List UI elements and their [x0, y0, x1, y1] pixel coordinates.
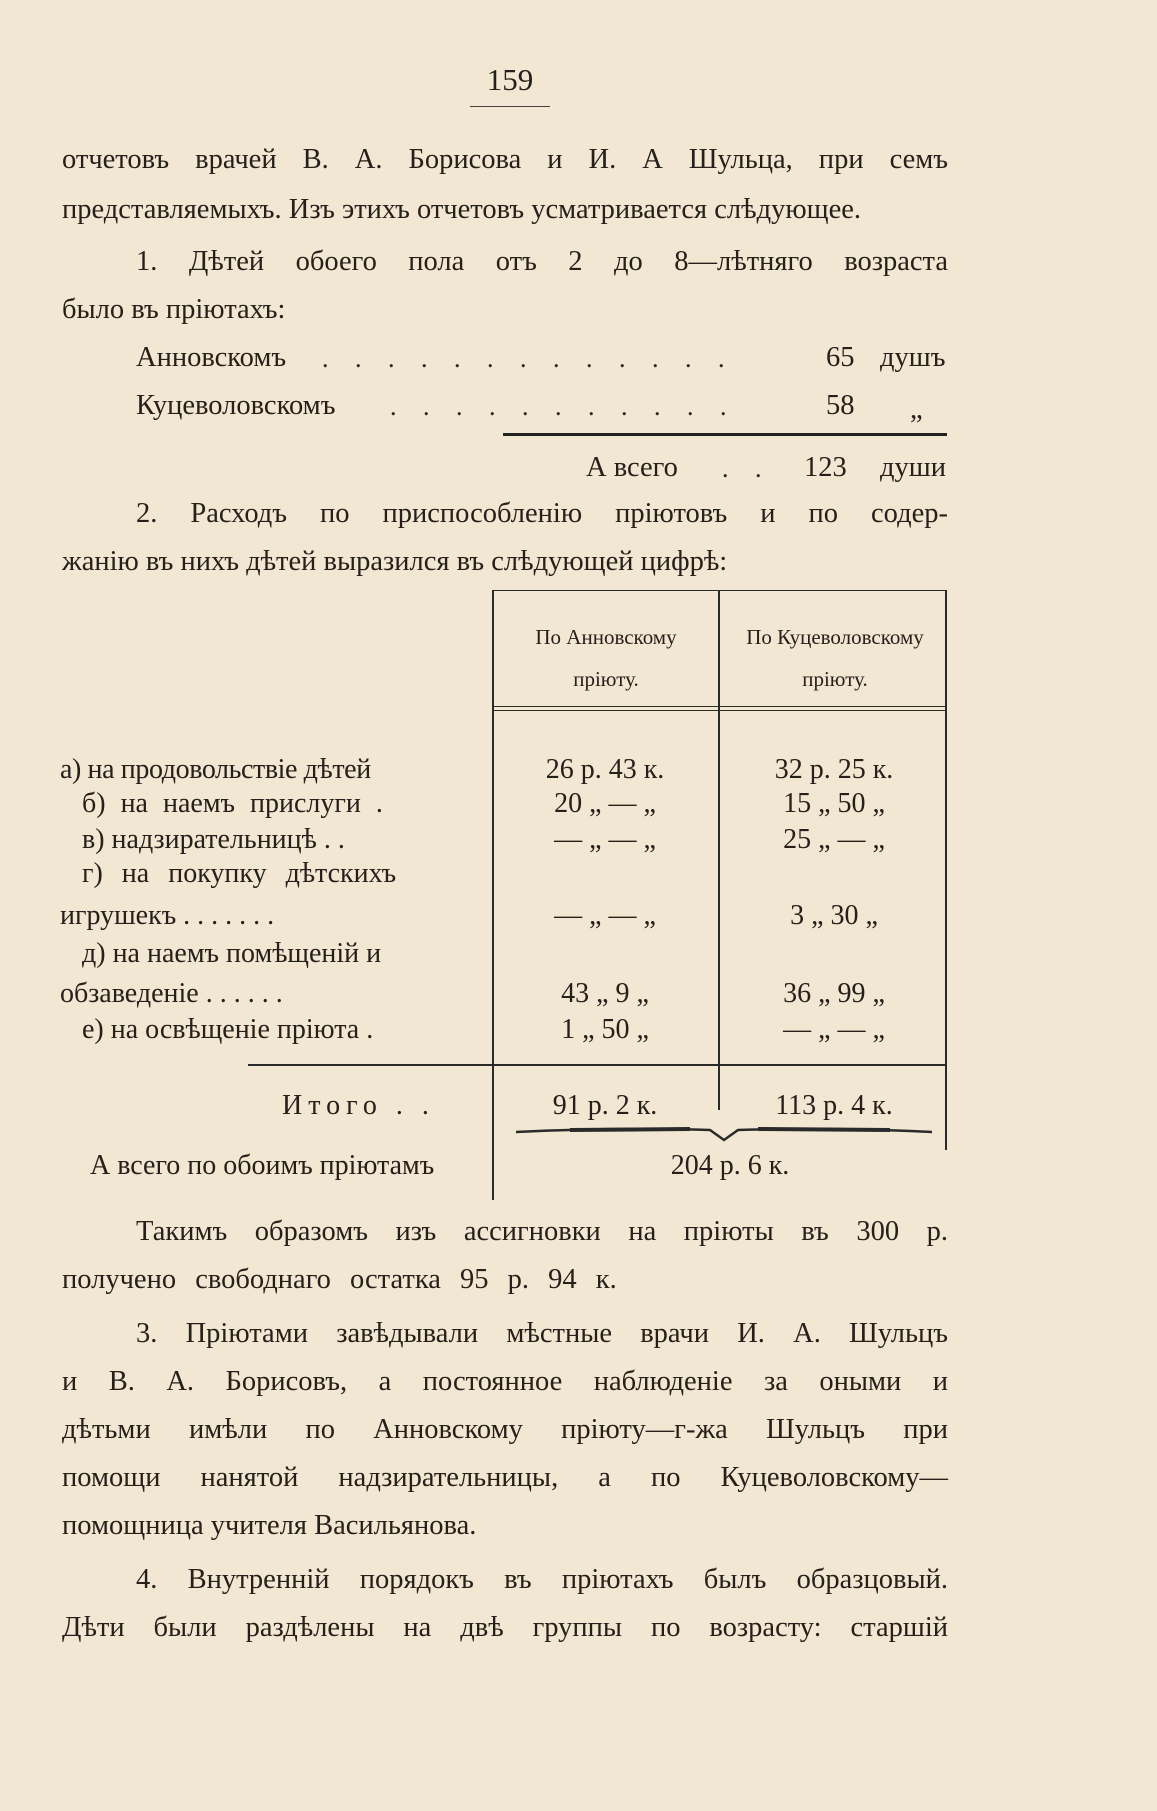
table-cell: 36 „ 99 „: [783, 978, 885, 1009]
itogo-kutsevolovsky: 113 р. 4 к.: [775, 1090, 893, 1121]
list-item-dots: . . . . . . . . . . .: [390, 392, 737, 421]
text-line: Дѣти были раздѣлены на двѣ группы по возрасту: старшій: [62, 1612, 948, 1643]
table-rule: [248, 1064, 947, 1066]
text-line: представляемыхъ. Изъ этихъ отчетовъ усматривается слѣдующее.: [62, 194, 861, 225]
table-rule: [492, 710, 947, 711]
grand-total-label: А всего по обоимъ пріютамъ: [90, 1150, 435, 1181]
expense-table: [60, 590, 950, 1200]
table-rule: [718, 590, 720, 1110]
table-row-label: е) на освѣщеніе пріюта .: [82, 1014, 374, 1045]
text-line: 3. Пріютами завѣдывали мѣстные врачи И. А. Шульцъ: [136, 1318, 948, 1349]
text-line: отчетовъ врачей В. А. Борисова и И. А Шульца, при семъ: [62, 144, 948, 175]
text-line: Такимъ образомъ изъ ассигновки на пріюты въ 300 р.: [136, 1216, 948, 1247]
list-item-dots: . . . . . . . . . . . . .: [322, 344, 735, 373]
item2-heading: 2. Расходъ по приспособленію пріютовъ и по содер-: [136, 498, 948, 529]
table-row-label: а) на продовольствіе дѣтей: [60, 754, 371, 785]
table-row-label: игрушекъ . . . . . . .: [60, 900, 275, 931]
table-row-label: б) на наемъ прислуги .: [82, 788, 383, 819]
table-cell: 1 „ 50 „: [561, 1014, 649, 1045]
table-cell: — „ — „: [783, 1014, 885, 1045]
table-cell: 43 „ 9 „: [561, 978, 649, 1009]
sum-rule: [503, 433, 947, 436]
table-header: По Куцеволовскому пріюту.: [746, 625, 924, 691]
total-label: А всего: [586, 452, 678, 483]
table-rule: [945, 590, 947, 1150]
text-line: 4. Внутренній порядокъ въ пріютахъ былъ образцовый.: [136, 1564, 948, 1595]
table-header: По Анновскому пріюту.: [535, 625, 677, 691]
table-row-label: в) надзирательницѣ . .: [82, 824, 345, 855]
text-line: помощи нанятой надзирательницы, а по Куцеволовскому—: [62, 1462, 948, 1493]
page-number: 159: [486, 62, 534, 97]
page-number-rule: [470, 106, 550, 107]
table-cell: — „ — „: [554, 900, 656, 931]
table-rule: [492, 590, 494, 1200]
table-cell: — „ — „: [554, 824, 656, 855]
table-row-label: г) на покупку дѣтскихъ: [82, 858, 397, 889]
list-item-unit: душъ: [880, 342, 946, 373]
table-cell: 26 р. 43 к.: [545, 754, 665, 785]
table-cell: 20 „ — „: [554, 788, 656, 819]
list-item-name: Анновскомъ: [136, 342, 287, 373]
table-rule: [492, 706, 947, 707]
text-line: получено свободнаго остатка 95 р. 94 к.: [62, 1264, 617, 1295]
table-cell: 15 „ 50 „: [783, 788, 885, 819]
total-dots: . .: [722, 454, 772, 483]
table-row-label: обзаведеніе . . . . . .: [60, 978, 283, 1009]
grand-total-value: 204 р. 6 к.: [670, 1150, 790, 1181]
total-unit: души: [880, 452, 946, 483]
list-item-value: 58: [826, 390, 855, 421]
text-line: и В. А. Борисовъ, а постоянное наблюденіе за оными и: [62, 1366, 948, 1397]
table-cell: 25 „ — „: [783, 824, 885, 855]
list-item-value: 65: [826, 342, 855, 373]
item1-heading: 1. Дѣтей обоего пола отъ 2 до 8—лѣтняго возраста: [136, 246, 948, 277]
text-line: дѣтьми имѣли по Анновскому пріюту—г-жа Шульцъ при: [62, 1414, 948, 1445]
table-row-label: д) на наемъ помѣщеній и: [82, 938, 382, 969]
table-cell: 32 р. 25 к.: [774, 754, 894, 785]
item2-heading-cont: жанію въ нихъ дѣтей выразился въ слѣдующей цифрѣ:: [62, 546, 728, 577]
list-item-unit: „: [910, 394, 923, 425]
list-item-name: Куцеволовскомъ: [136, 390, 336, 421]
itogo-label: Итого . .: [282, 1090, 435, 1121]
text-line: помощница учителя Васильянова.: [62, 1510, 477, 1541]
total-value: 123: [804, 452, 847, 483]
itogo-anovsky: 91 р. 2 к.: [552, 1090, 658, 1121]
table-rule: [492, 590, 947, 591]
item1-heading-cont: было въ пріютахъ:: [62, 294, 286, 325]
table-cell: 3 „ 30 „: [790, 900, 878, 931]
brace-glyph: [510, 1122, 938, 1144]
